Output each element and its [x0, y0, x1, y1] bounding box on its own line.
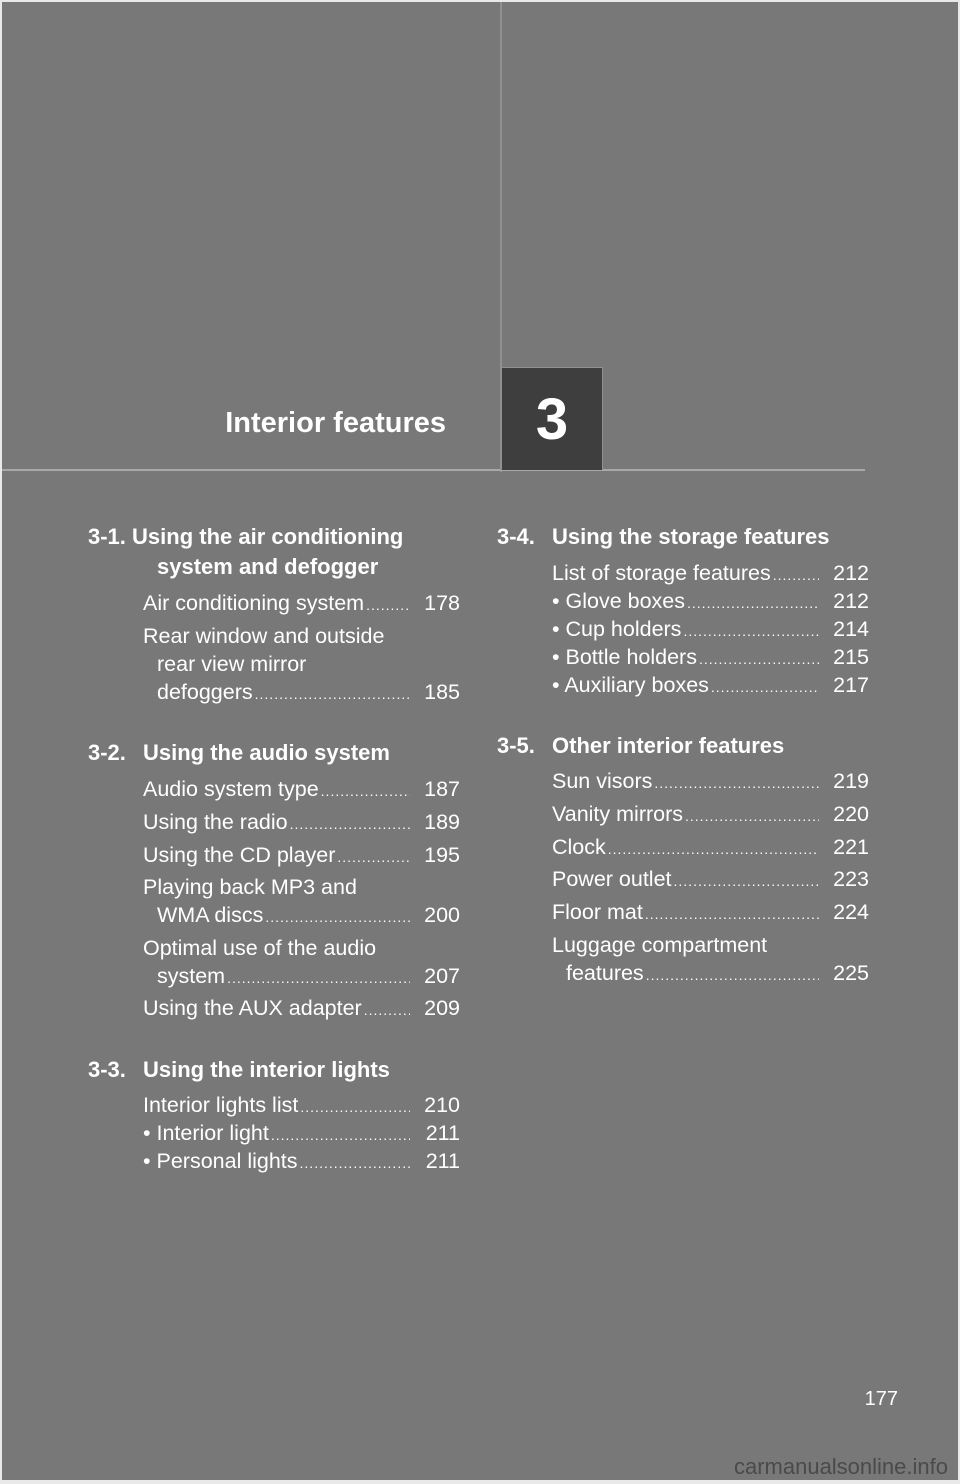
entry-page: 223 [833, 867, 869, 891]
entry-title-line2: system [157, 964, 226, 988]
entry-title: Optimal use of the audio [143, 936, 377, 960]
entry-page: 212 [833, 561, 869, 585]
toc-entry[interactable] [552, 833, 869, 863]
leader-dots [271, 1121, 410, 1149]
leader-dots [300, 1093, 410, 1121]
leader-dots [646, 961, 819, 989]
entry-page: 225 [833, 961, 869, 985]
section-heading[interactable] [88, 738, 460, 768]
leader-dots [683, 617, 819, 645]
toc-entry[interactable] [143, 622, 460, 708]
toc-section-3-4 [497, 522, 869, 552]
entry-title: • Bottle holders [552, 645, 697, 669]
toc-entry[interactable] [143, 841, 460, 871]
leader-dots [674, 867, 819, 895]
entry-title: • Cup holders [552, 617, 682, 641]
entry-page: 189 [424, 810, 460, 834]
section-number: 3-1. [88, 524, 126, 549]
section-title: Using the air conditioning [132, 524, 404, 549]
entry-title-line2: WMA discs [157, 903, 264, 927]
entry-page: 211 [425, 1149, 460, 1173]
leader-dots [300, 1149, 410, 1177]
entry-page: 178 [424, 591, 460, 615]
horizontal-divider [2, 469, 865, 471]
toc-entry[interactable] [143, 775, 460, 805]
entry-title: Playing back MP3 and [143, 875, 357, 899]
leader-dots [265, 903, 410, 931]
entry-title: • Auxiliary boxes [552, 673, 709, 697]
entry-title: Rear window and outside [143, 624, 385, 648]
leader-dots [337, 843, 410, 871]
toc-section-3-5 [497, 731, 869, 761]
toc-entry[interactable] [143, 589, 460, 619]
entry-title: • Glove boxes [552, 589, 686, 613]
entry-title: Sun visors [552, 769, 653, 793]
entry-page: 217 [833, 673, 869, 697]
toc-entry[interactable] [143, 934, 460, 992]
entry-page: 224 [833, 900, 869, 924]
entry-page: 211 [425, 1121, 460, 1145]
entry-page: 210 [424, 1093, 460, 1117]
chapter-number-tab: 3 [500, 367, 603, 470]
leader-dots [685, 802, 819, 830]
toc-entry[interactable] [552, 767, 869, 797]
toc-entry[interactable] [552, 615, 869, 645]
section-number: 3-4. [497, 524, 535, 549]
toc-entry[interactable] [552, 800, 869, 830]
entry-title: • Personal lights [143, 1149, 298, 1173]
leader-dots [699, 645, 819, 673]
section-number: 3-3. [88, 1057, 126, 1082]
leader-dots [687, 589, 819, 617]
section-heading-text [88, 522, 403, 582]
section-number: 3-5. [497, 733, 535, 758]
section-heading[interactable] [88, 522, 460, 582]
entry-page: 207 [424, 964, 460, 988]
entry-title-line2: features [566, 961, 644, 985]
entry-title: Floor mat [552, 900, 643, 924]
chapter-title: Interior features [225, 407, 446, 439]
toc-entry[interactable] [552, 587, 869, 617]
section-heading[interactable] [497, 731, 869, 761]
leader-dots [654, 769, 819, 797]
leader-dots [608, 835, 819, 863]
entry-page: 214 [833, 617, 869, 641]
section-title: Using the storage features [552, 524, 830, 549]
section-heading[interactable] [88, 1055, 460, 1085]
manual-page [2, 2, 958, 1480]
leader-dots [321, 777, 410, 805]
entry-title: Luggage compartment [552, 933, 768, 957]
toc-section-3-3 [88, 1055, 460, 1085]
entry-page: 187 [424, 777, 460, 801]
entry-title: Using the CD player [143, 843, 336, 867]
toc-entry[interactable] [552, 865, 869, 895]
toc-entry[interactable] [552, 898, 869, 928]
entry-title: List of storage features [552, 561, 771, 585]
toc-entry[interactable] [143, 1147, 460, 1177]
entry-title: Power outlet [552, 867, 672, 891]
entry-title: Clock [552, 835, 606, 859]
entry-title-line3: defoggers [157, 680, 253, 704]
entry-page: 212 [833, 589, 869, 613]
toc-entry[interactable] [143, 1119, 460, 1149]
entry-title: Vanity mirrors [552, 802, 684, 826]
watermark: carmanualsonline.info [733, 1454, 948, 1479]
toc-entry[interactable] [552, 643, 869, 673]
toc-entry[interactable] [552, 559, 869, 589]
toc-entry[interactable] [552, 671, 869, 701]
entry-title: Interior lights list [143, 1093, 299, 1117]
section-title: Using the interior lights [143, 1057, 390, 1082]
entry-page: 221 [833, 835, 869, 859]
entry-title: Using the radio [143, 810, 288, 834]
leader-dots [773, 561, 819, 589]
entry-page: 215 [833, 645, 869, 669]
leader-dots [364, 996, 410, 1024]
entry-page: 195 [424, 843, 460, 867]
entry-page: 200 [424, 903, 460, 927]
toc-section-3-2 [88, 738, 460, 768]
leader-dots [366, 591, 410, 619]
leader-dots [255, 680, 410, 708]
entry-page: 185 [424, 680, 460, 704]
section-number: 3-2. [88, 740, 126, 765]
entry-title: Air conditioning system [143, 591, 365, 615]
section-title: Other interior features [552, 733, 785, 758]
entry-title: Using the AUX adapter [143, 996, 362, 1020]
toc-entry[interactable] [552, 931, 869, 989]
section-heading[interactable] [497, 522, 869, 552]
leader-dots [227, 964, 410, 992]
entry-title: Audio system type [143, 777, 319, 801]
toc-entry[interactable] [143, 994, 460, 1024]
toc-section-3-1 [88, 522, 460, 582]
page-number: 177 [864, 1388, 898, 1410]
toc-entry[interactable] [143, 873, 460, 931]
leader-dots [645, 900, 819, 928]
toc-entry[interactable] [143, 1091, 460, 1121]
leader-dots [290, 810, 410, 838]
entry-page: 209 [424, 996, 460, 1020]
leader-dots [711, 673, 819, 701]
entry-title: • Interior light [143, 1121, 269, 1145]
entry-page: 219 [833, 769, 869, 793]
section-title: Using the audio system [143, 740, 390, 765]
entry-title-line2: rear view mirror [157, 652, 307, 676]
toc-entry[interactable] [143, 808, 460, 838]
entry-page: 220 [833, 802, 869, 826]
section-title-line2: system and defogger [157, 554, 379, 579]
